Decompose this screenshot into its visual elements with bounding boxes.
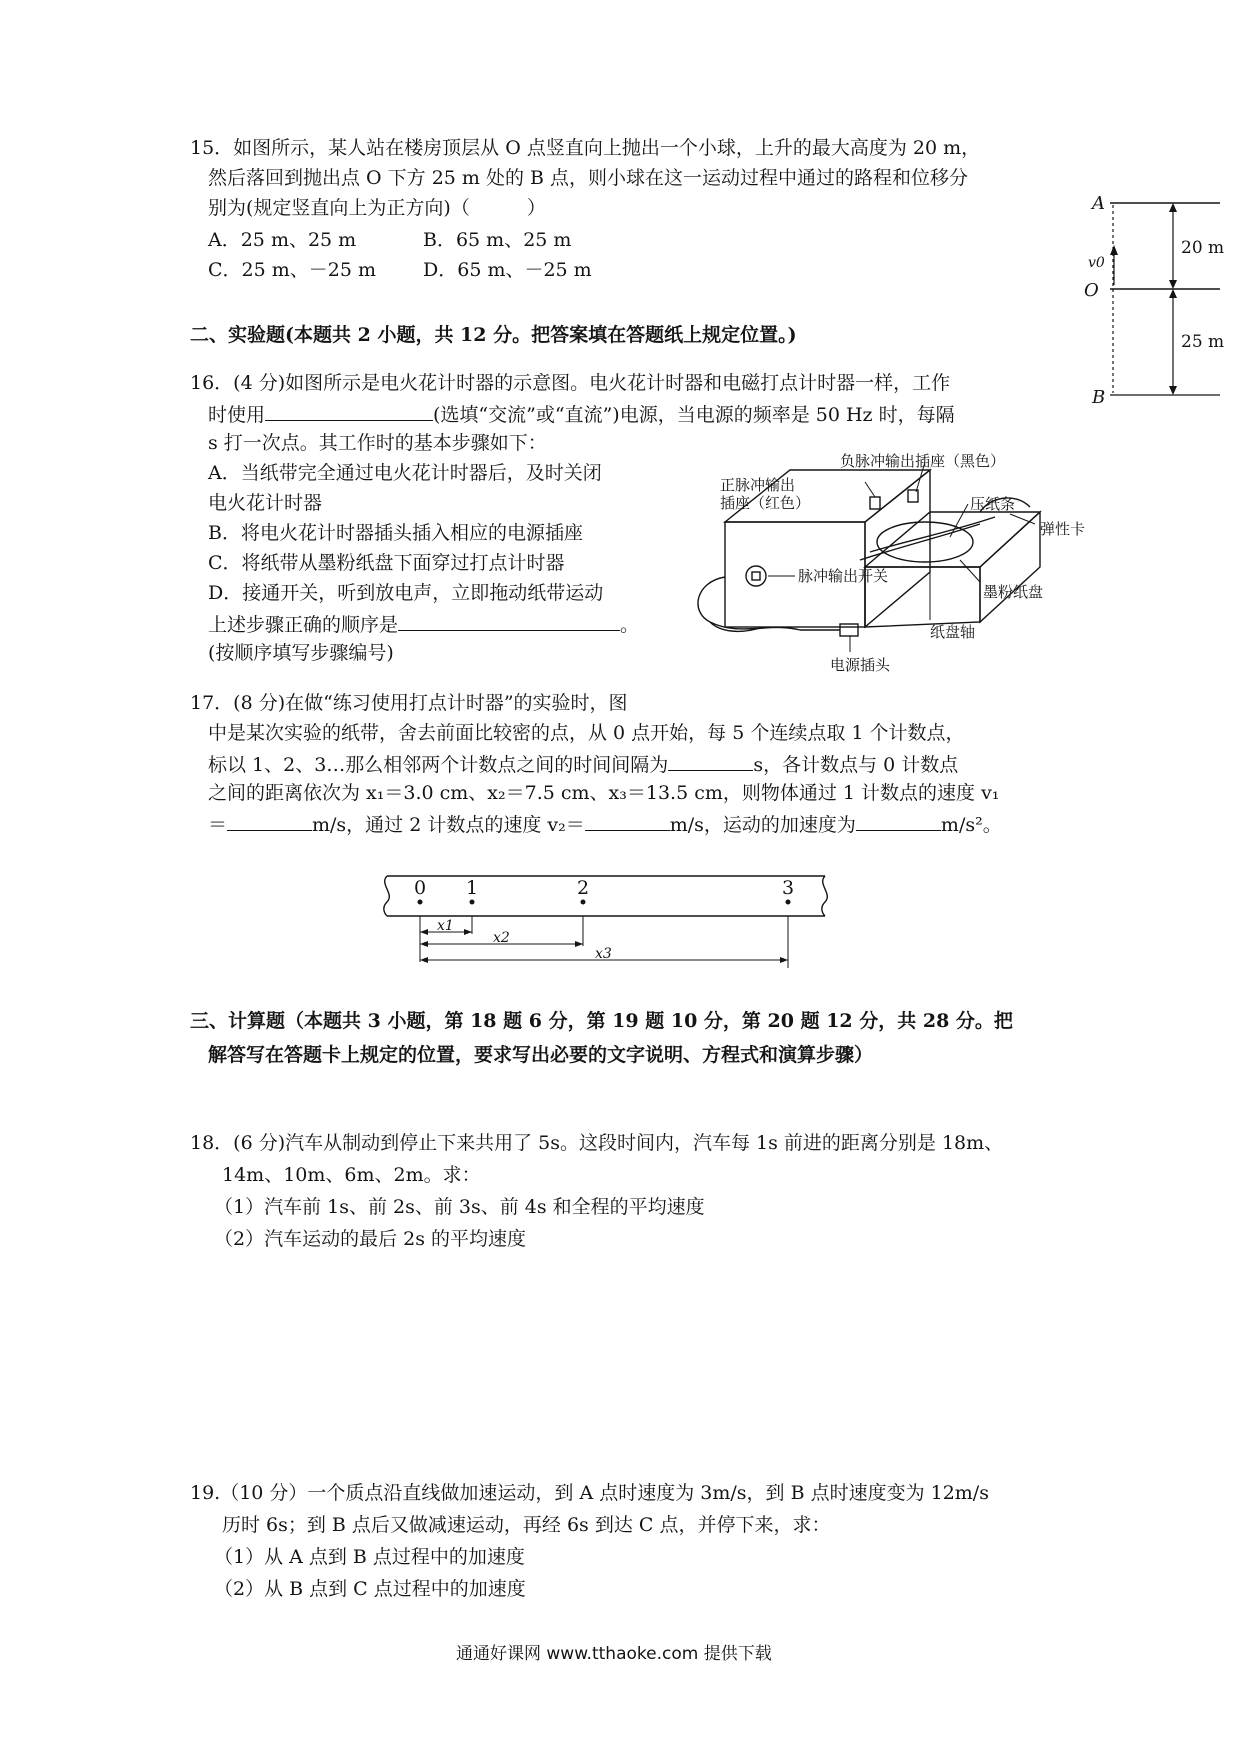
- q16-line-1: 16．(4 分)如图所示是电火花计时器的示意图。电火花计时器和电磁打点计时器一样，工作: [190, 372, 951, 394]
- q15-line-2: 然后落回到抛出点 O 下方 25 m 处的 B 点，则小球在这一运动过程中通过的路程和位移分: [208, 167, 969, 189]
- label-spring-clip: 弹性卡: [1040, 520, 1086, 538]
- tape-point-3: 3: [782, 877, 795, 899]
- q16-order-note: (按顺序填写步骤编号): [208, 642, 394, 664]
- q15-options-row-1: [208, 225, 571, 255]
- spark-timer-diagram: [680, 452, 1086, 677]
- q17-acceleration-blank: [856, 808, 941, 831]
- q17-line-5-c: m/s，运动的加速度为: [669, 814, 856, 836]
- q16-line-2-prefix: 时使用: [208, 404, 266, 426]
- q16-line-2: [208, 398, 955, 430]
- q19-sub-question-1: （1）从 A 点到 B 点过程中的加速度: [214, 1546, 525, 1568]
- section-2-heading: 二、实验题(本题共 2 小题，共 12 分。把答案填在答题纸上规定位置。): [190, 324, 797, 346]
- q17-line-1: 17．(8 分)在做“练习使用打点计时器”的实验时，图: [190, 692, 628, 714]
- q17-line-5-a: ＝: [208, 814, 228, 836]
- q17-v2-blank: [585, 808, 670, 831]
- tape-label-x1: x1: [437, 918, 454, 934]
- q15-line-1: 15．如图所示，某人站在楼房顶层从 O 点竖直向上抛出一个小球，上升的最大高度为 20 m，: [190, 137, 981, 159]
- section-3-heading-line-1: 三、计算题（本题共 3 小题，第 18 题 6 分，第 19 题 10 分，第 20 题 12 分，共 28 分。把: [190, 1010, 1013, 1032]
- label-negative-socket: 负脉冲输出插座（黑色）: [840, 452, 1006, 470]
- q18-line-1: 18．(6 分)汽车从制动到停止下来共用了 5s。这段时间内，汽车每 1s 前进的距离分别是 18m、: [190, 1132, 1004, 1154]
- label-toner-disk: 墨粉纸盘: [983, 583, 1044, 601]
- q15-label-b: B: [1092, 387, 1106, 408]
- tape-label-x2: x2: [493, 930, 510, 946]
- q17-v1-blank: [227, 808, 312, 831]
- q16-order-line: [208, 608, 639, 640]
- tape-point-2: 2: [577, 877, 590, 899]
- q17-line-3-suffix: s，各计数点与 0 计数点: [753, 754, 959, 776]
- q15-option-c: C．25 m、－25 m: [208, 259, 377, 281]
- q17-line-5: [208, 808, 1002, 840]
- q17-line-4: 之间的距离依次为 x₁＝3.0 cm、x₂＝7.5 cm、x₃＝13.5 cm，则物体通过 1 计数点的速度 v₁: [208, 782, 1000, 804]
- q19-line-2: 历时 6s；到 B 点后又做减速运动，再经 6s 到达 C 点，并停下来，求：: [222, 1514, 831, 1536]
- q16-order-suffix: 。: [620, 614, 640, 636]
- tape-point-0: 0: [414, 877, 427, 899]
- q18-line-2: 14m、10m、6m、2m。求：: [222, 1164, 481, 1186]
- label-press-strip: 压纸条: [970, 495, 1016, 513]
- q17-line-5-b: m/s，通过 2 计数点的速度 v₂＝: [312, 814, 585, 836]
- q16-step-d: D．接通开关，听到放电声，立即拖动纸带运动: [208, 582, 604, 604]
- q15-options-row-2: [208, 255, 592, 285]
- q16-power-type-blank: [265, 398, 433, 421]
- label-positive-socket-1: 正脉冲输出: [720, 476, 796, 494]
- q19-sub-question-2: （2）从 B 点到 C 点过程中的加速度: [214, 1578, 526, 1600]
- page-footer: 通通好课网 www.tthaoke.com 提供下载: [456, 1644, 772, 1664]
- q15-line-3: 别为(规定竖直向上为正方向)（ ）: [208, 197, 546, 219]
- q15-distance-20m: 20 m: [1181, 238, 1225, 258]
- q15-label-v0: v0: [1088, 255, 1105, 271]
- q17-line-5-d: m/s²。: [940, 814, 1002, 836]
- label-positive-socket-2: 插座（红色）: [720, 494, 811, 512]
- q16-step-a-2: 电火花计时器: [208, 492, 323, 514]
- q17-line-2: 中是某次实验的纸带，舍去前面比较密的点，从 0 点开始，每 5 个连续点取 1 个计数点，: [208, 722, 965, 744]
- q15-label-o: O: [1084, 280, 1099, 301]
- q16-line-3: s 打一次点。其工作时的基本步骤如下：: [208, 432, 547, 454]
- tape-point-1: 1: [466, 877, 479, 899]
- q16-step-c: C．将纸带从墨粉纸盘下面穿过打点计时器: [208, 552, 565, 574]
- q16-order-blank: [398, 608, 620, 631]
- q16-order-prefix: 上述步骤正确的顺序是: [208, 614, 399, 636]
- q15-option-b: B．65 m、25 m: [423, 229, 572, 251]
- q18-sub-question-1: （1）汽车前 1s、前 2s、前 3s、前 4s 和全程的平均速度: [214, 1196, 705, 1218]
- q18-sub-question-2: （2）汽车运动的最后 2s 的平均速度: [214, 1228, 527, 1250]
- q17-interval-blank: [668, 748, 753, 771]
- label-pulse-switch: 脉冲输出开关: [798, 567, 889, 585]
- q16-step-b: B．将电火花计时器插头插入相应的电源插座: [208, 522, 583, 544]
- q15-option-d: D．65 m、－25 m: [423, 259, 592, 281]
- q15-height-diagram: [1080, 185, 1230, 410]
- q15-option-a: A．25 m、25 m: [208, 229, 357, 251]
- q19-line-1: 19.（10 分）一个质点沿直线做加速运动，到 A 点时速度为 3m/s，到 B 点时速度变为 12m/s: [190, 1482, 989, 1504]
- tape-label-x3: x3: [595, 946, 612, 962]
- section-3-heading-line-2: 解答写在答题卡上规定的位置，要求写出必要的文字说明、方程式和演算步骤）: [208, 1044, 874, 1066]
- q15-label-a: A: [1092, 193, 1105, 214]
- q16-step-a-1: A．当纸带完全通过电火花计时器后，及时关闭: [208, 462, 602, 484]
- q17-line-3-prefix: 标以 1、2、3…那么相邻两个计数点之间的时间间隔为: [208, 754, 669, 776]
- q16-line-2-suffix: (选填“交流”或“直流”)电源，当电源的频率是 50 Hz 时，每隔: [433, 404, 955, 426]
- q17-line-3: [208, 748, 958, 780]
- label-power-plug: 电源插头: [830, 656, 891, 674]
- paper-tape-diagram: [375, 870, 845, 978]
- label-disk-axis: 纸盘轴: [930, 623, 976, 641]
- q15-distance-25m: 25 m: [1181, 332, 1225, 352]
